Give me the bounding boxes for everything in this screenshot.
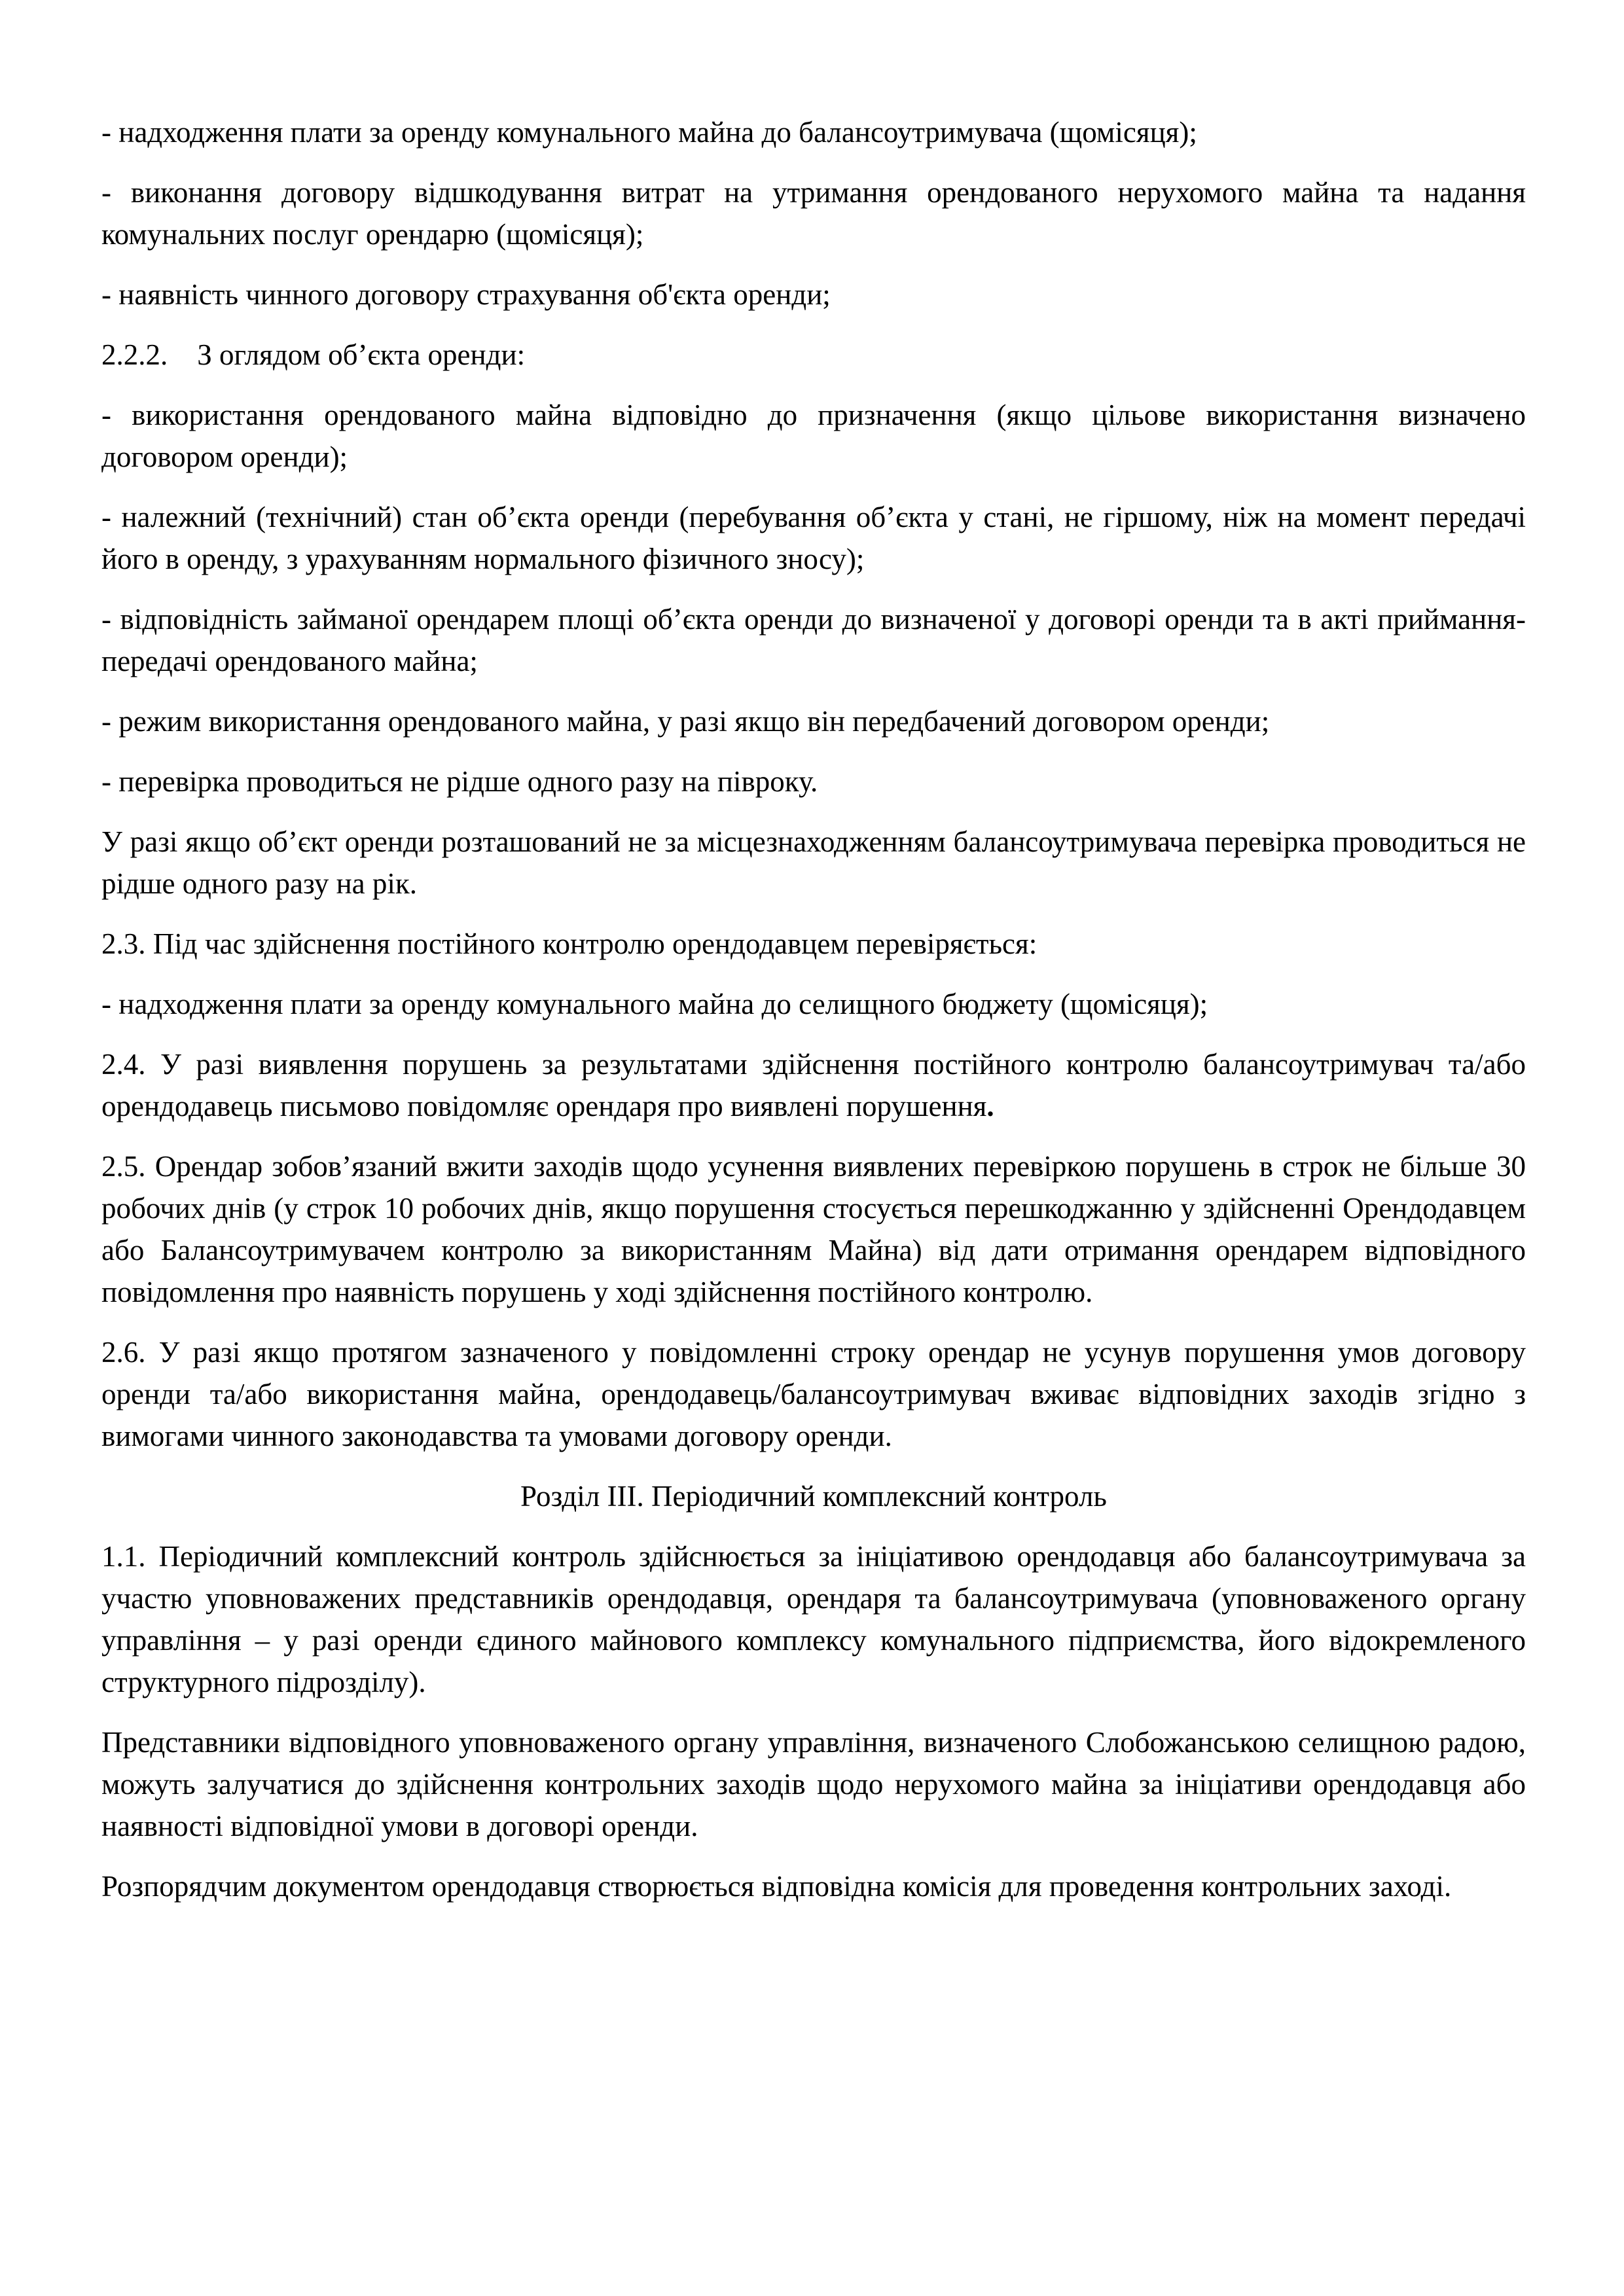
clause-2-2-2-heading: 2.2.2. З оглядом об’єкта оренди: xyxy=(101,338,526,371)
paragraph-inspection-annual: У разі якщо об’єкт оренди розташований не за місцезнаходженням балансоутримувача перевірка проводиться не рідше одного разу на рік. xyxy=(101,825,1526,900)
paragraph-technical-condition: - належний (технічний) стан об’єкта оренди (перебування об’єкта у стані, не гіршому, ніж на момент передачі його в оренду, з урахуванням нормального фізичного зносу); xyxy=(101,501,1526,575)
paragraph-rent-payment-to-budget: - надходження плати за оренду комунального майна до селищного бюджету (щомісяця); xyxy=(101,988,1208,1020)
clause-2-5: 2.5. Орендар зобов’язаний вжити заходів щодо усунення виявлених перевіркою порушень в строк не більше 30 робочих днів (у строк 10 робочих днів, якщо порушення стосується перешкоджанню у здійсненні Орендодавцем або Балансоутримувачем контролю за використанням Майна) від дати отримання орендарем відповідного повідомлення про наявність порушень у ході здійснення постійного контролю. xyxy=(101,1150,1526,1308)
clause-2-4-bold-period: . xyxy=(986,1090,994,1122)
paragraph-commission-creation: Розпорядчим документом орендодавця створюється відповідна комісія для проведення контрольних заході. xyxy=(101,1870,1452,1903)
paragraph-authorized-representatives: Представники відповідного уповноваженого органу управління, визначеного Слобожанською селищною радою, можуть залучатися до здійснення контрольних заходів щодо нерухомого майна за ініціативи орендодавця або наявності відповідної умови в договорі оренди. xyxy=(101,1726,1526,1842)
paragraph-insurance-agreement: - наявність чинного договору страхування об'єкта оренди; xyxy=(101,278,831,311)
paragraph-area-conformity: - відповідність займаної орендарем площі об’єкта оренди до визначеної у договорі оренди та в акті приймання-передачі орендованого майна; xyxy=(101,603,1526,677)
paragraph-rent-payment-to-balance-holder: - надходження плати за оренду комунального майна до балансоутримувача (щомісяця); xyxy=(101,116,1197,149)
clause-2-4-text: 2.4. У разі виявлення порушень за результатами здійснення постійного контролю балансоутримувач та/або орендодавець письмово повідомляє орендаря про виявлені порушення xyxy=(101,1048,1526,1122)
clause-2-6: 2.6. У разі якщо протягом зазначеного у повідомленні строку орендар не усунув порушення умов договору оренди та/або використання майна, орендодавець/балансоутримувач вживає відповідних заходів згідно з вимогами чинного законодавства та умовами договору оренди. xyxy=(101,1336,1526,1452)
clause-1-1: 1.1. Періодичний комплексний контроль здійснюється за ініціативою орендодавця або балансоутримувача за участю уповноважених представників орендодавця, орендаря та балансоутримувача (уповноваженого органу управління – у разі оренди єдиного майнового комплексу комунального підприємства, його відокремленого структурного підрозділу). xyxy=(101,1540,1526,1698)
section-3-heading: Розділ III. Періодичний комплексний контроль xyxy=(520,1480,1107,1513)
clause-2-3: 2.3. Під час здійснення постійного контролю орендодавцем перевіряється: xyxy=(101,927,1038,960)
clause-2-4 xyxy=(101,1043,1526,1127)
paragraph-use-according-to-purpose: - використання орендованого майна відповідно до призначення (якщо цільове використання визначено договором оренди); xyxy=(101,399,1526,473)
paragraph-inspection-semiannual: - перевірка проводиться не рідше одного разу на півроку. xyxy=(101,765,818,798)
paragraph-usage-regime: - режим використання орендованого майна, у разі якщо він передбачений договором оренди; xyxy=(101,705,1270,738)
paragraph-cost-reimbursement-agreement: - виконання договору відшкодування витрат на утримання орендованого нерухомого майна та надання комунальних послуг орендарю (щомісяця); xyxy=(101,176,1526,251)
